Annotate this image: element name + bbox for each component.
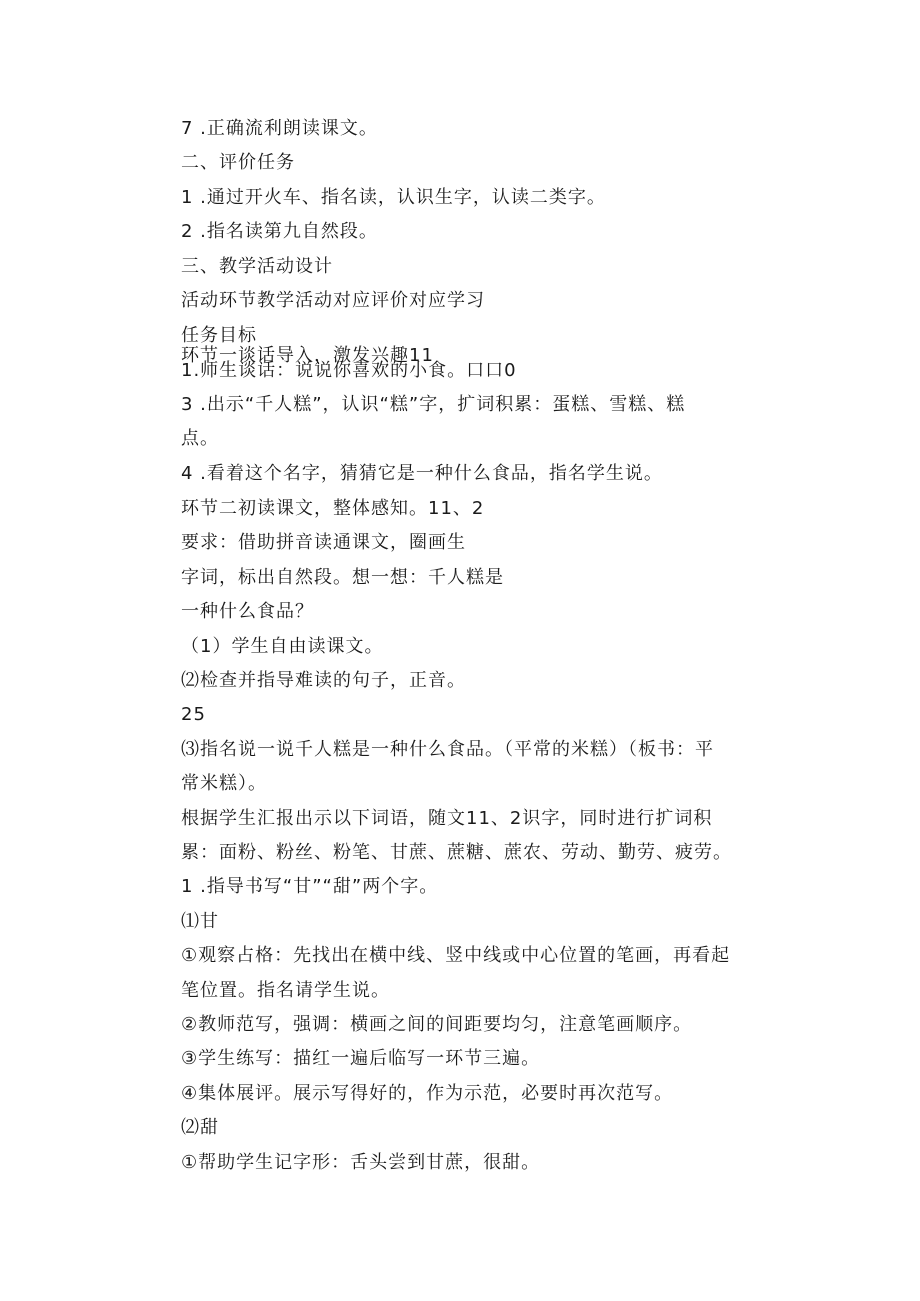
text-line: ④集体展评。展示写得好的，作为示范，必要时再次范写。 [181, 1083, 674, 1104]
text-line: 1 .指导书写“甘”“甜”两个字。 [181, 876, 439, 897]
text-line: 环节二初读课文，整体感知。11、2 [181, 498, 485, 519]
text-line: 常米糕）。 [181, 773, 267, 794]
section-heading: 二、评价任务 [181, 152, 295, 173]
text-line: 4 .看着这个名字，猜猜它是一种什么食品，指名学生说。 [181, 463, 663, 484]
text-line: 1.师生谈话：说说你喜欢的小食。口口0 [181, 360, 517, 381]
text-line: 点。 [181, 428, 219, 449]
text-line: ⑵检查并指导难读的句子，正音。 [181, 670, 466, 691]
text-line: 1 .通过开火车、指名读，认识生字，认读二类字。 [181, 187, 606, 208]
text-line: 字词，标出自然段。想一想：千人糕是 [181, 567, 504, 588]
text-line: 7 .正确流利朗读课文。 [181, 118, 378, 139]
text-line: 一种什么食品？ [181, 601, 314, 622]
text-line: ③学生练写：描红一遍后临写一环节三遍。 [181, 1048, 541, 1069]
text-line: ②教师范写，强调：横画之间的间距要均匀，注意笔画顺序。 [181, 1014, 693, 1035]
text-line: 根据学生汇报出示以下词语，随文11、2识字，同时进行扩词积 [181, 808, 713, 829]
text-line: ①观察占格：先找出在横中线、竖中线或中心位置的笔画，再看起 [181, 945, 731, 966]
text-line: ⑵甜 [181, 1117, 219, 1138]
table-header: 任务目标 [181, 325, 257, 346]
text-line: ⑶指名说一说千人糕是一种什么食品。（平常的米糕）（板书：平 [181, 739, 714, 760]
table-header: 活动环节教学活动对应评价对应学习 [181, 290, 485, 311]
text-line: （1）学生自由读课文。 [181, 636, 384, 657]
text-line: 25 [181, 704, 206, 725]
section-heading: 三、教学活动设计 [181, 256, 333, 277]
text-line: 环节一谈话导入，激发兴趣11 [181, 345, 434, 366]
text-line: 3 .出示“千人糕”，认识“糕”字，扩词积累：蛋糕、雪糕、糕 [181, 394, 686, 415]
text-line: ①帮助学生记字形：舌头尝到甘蔗，很甜。 [181, 1152, 541, 1173]
text-line: 2 .指名读第九自然段。 [181, 221, 378, 242]
text-line: 笔位置。指名请学生说。 [181, 980, 390, 1001]
text-line: 累：面粉、粉丝、粉笔、甘蔗、蔗糖、蔗农、劳动、勤劳、疲劳。 [181, 842, 732, 863]
text-line: ⑴甘 [181, 911, 219, 932]
text-line: 要求：借助拼音读通课文，圈画生 [181, 532, 466, 553]
